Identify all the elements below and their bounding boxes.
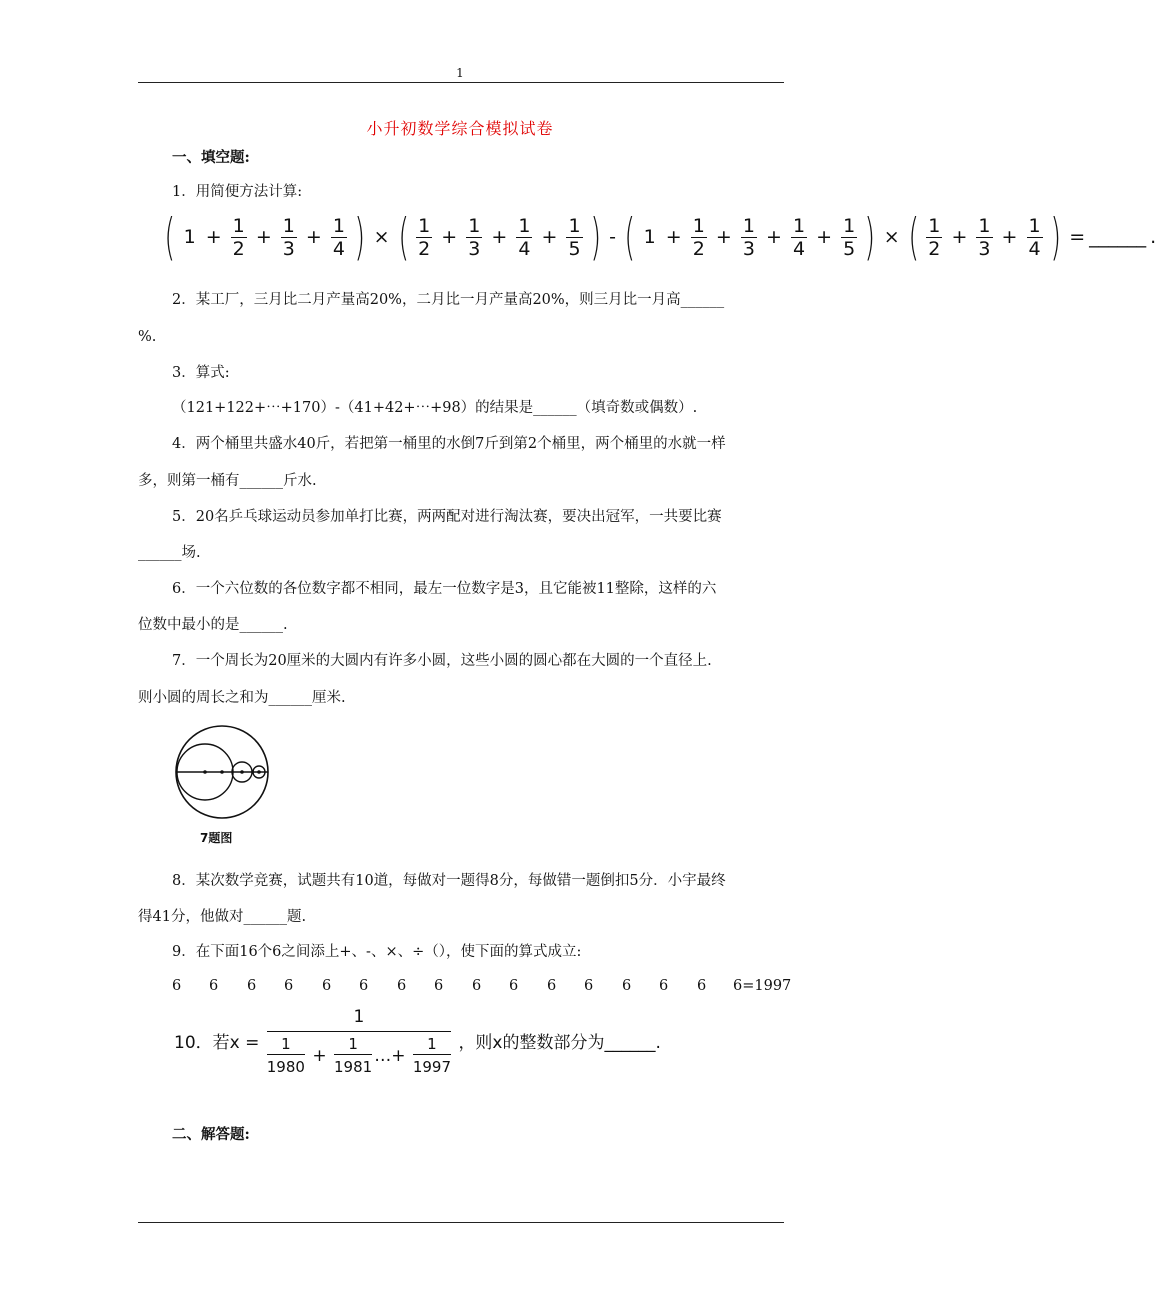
question-3-line-2: （121+122+⋯+170）-（41+42+⋯+98）的结果是______（填奇数或偶数）. bbox=[172, 400, 698, 416]
paren-close: ) bbox=[354, 208, 366, 266]
question-6-line-1: 6．一个六位数的各位数字都不相同，最左一位数字是3，且它能被11整除，这样的六 bbox=[172, 581, 717, 597]
question-8-line-1: 8．某次数学竞赛，试题共有10道，每做对一题得8分，每做错一题倒扣5分．小宇最终 bbox=[172, 873, 726, 889]
fraction: $\frac{1}{5}$ bbox=[568, 214, 581, 260]
six-digit: 6 bbox=[172, 978, 182, 994]
formula-term: 1 bbox=[183, 226, 196, 248]
six-digit: 6 bbox=[659, 978, 669, 994]
question-1-formula bbox=[164, 208, 1158, 272]
center-dot bbox=[257, 770, 261, 774]
fraction-1980: $\frac{1}{1980}$ bbox=[266, 1035, 305, 1076]
formula-op: + bbox=[665, 226, 682, 248]
question-10-suffix: ，则x的整数部分为______. bbox=[458, 1032, 661, 1053]
formula-op: + bbox=[541, 226, 558, 248]
six-digit: 6 bbox=[472, 978, 482, 994]
question-9-text: 9．在下面16个6之间添上+、-、×、÷（），使下面的算式成立: bbox=[172, 944, 582, 960]
question-7-line-2: 则小圆的周长之和为______厘米. bbox=[138, 690, 346, 706]
section-fill-blank-heading: 一、填空题: bbox=[172, 149, 250, 166]
six-digit: 6 bbox=[397, 978, 407, 994]
formula-dots: …+ bbox=[374, 1045, 406, 1066]
six-digit: 6 bbox=[359, 978, 369, 994]
formula-op: = bbox=[1069, 226, 1086, 248]
fraction-1997: $\frac{1}{1997}$ bbox=[412, 1035, 452, 1076]
fraction-numerator: 1 bbox=[267, 1003, 451, 1032]
question-10 bbox=[172, 1003, 663, 1077]
fraction: $\frac{1}{4}$ bbox=[518, 214, 531, 260]
formula-op: + bbox=[312, 1045, 327, 1066]
paren-open: ( bbox=[397, 208, 409, 266]
fraction: $\frac{1}{5}$ bbox=[843, 214, 856, 260]
question-2-line-2: %. bbox=[138, 329, 157, 345]
question-1-text: 1．用简便方法计算: bbox=[172, 184, 303, 200]
question-7-line-1: 7．一个周长为20厘米的大圆内有许多小圆，这些小圆的圆心都在大圆的一个直径上. bbox=[172, 653, 712, 669]
question-5-line-1: 5．20名乒乓球运动员参加单打比赛，两两配对进行淘汰赛，要决出冠军，一共要比赛 bbox=[172, 509, 722, 525]
formula-op: + bbox=[255, 226, 272, 248]
figure-caption: 7题图 bbox=[200, 831, 233, 845]
question-4-line-1: 4．两个桶里共盛水40斤，若把第一桶里的水倒7斤到第2个桶里，两个桶里的水就一样 bbox=[172, 436, 726, 452]
formula-op: - bbox=[609, 226, 617, 248]
paren-open: ( bbox=[164, 208, 176, 266]
formula-term: 1 bbox=[643, 226, 656, 248]
six-digit: 6=1997 bbox=[733, 978, 792, 994]
formula-op: + bbox=[491, 226, 508, 248]
six-digit: 6 bbox=[247, 978, 257, 994]
fraction-1981: $\frac{1}{1981}$ bbox=[334, 1035, 373, 1076]
question-3-line-1: 3．算式: bbox=[172, 365, 230, 381]
paren-open: ( bbox=[908, 208, 919, 266]
six-digit: 6 bbox=[322, 978, 332, 994]
fraction: $\frac{1}{4}$ bbox=[332, 214, 345, 260]
formula-op: × bbox=[373, 226, 390, 248]
fraction: $\frac{1}{4}$ bbox=[1028, 214, 1041, 260]
formula-op: + bbox=[715, 226, 732, 248]
fraction: $\frac{1}{3}$ bbox=[468, 214, 481, 260]
six-digit: 6 bbox=[622, 978, 632, 994]
formula-op: + bbox=[305, 226, 322, 248]
fraction: $\frac{1}{4}$ bbox=[792, 214, 806, 260]
six-digit: 6 bbox=[584, 978, 594, 994]
six-digit: 6 bbox=[697, 978, 707, 994]
fraction: $\frac{1}{3}$ bbox=[742, 214, 755, 260]
formula-op: × bbox=[883, 226, 900, 248]
paren-open: ( bbox=[624, 208, 636, 266]
fraction: $\frac{1}{2}$ bbox=[232, 214, 245, 260]
answer-blank: ______ bbox=[1089, 226, 1147, 248]
center-dot bbox=[240, 770, 244, 774]
fraction-denominator bbox=[267, 1032, 451, 1077]
formula-op: + bbox=[816, 226, 833, 248]
footer-rule bbox=[138, 1222, 784, 1223]
circles-figure bbox=[172, 722, 272, 822]
formula-op: + bbox=[1001, 226, 1018, 248]
fraction: $\frac{1}{2}$ bbox=[928, 214, 941, 260]
question-5-line-2: ______场. bbox=[138, 545, 201, 561]
formula-op: + bbox=[441, 226, 458, 248]
fraction: $\frac{1}{3}$ bbox=[978, 214, 991, 260]
question-2-line-1: 2．某工厂，三月比二月产量高20%，二月比一月产量高20%，则三月比一月高______ bbox=[172, 292, 725, 308]
header-rule bbox=[138, 82, 784, 83]
six-digit: 6 bbox=[547, 978, 557, 994]
six-digit: 6 bbox=[284, 978, 294, 994]
question-6-line-2: 位数中最小的是______. bbox=[138, 617, 288, 633]
question-9-sixes-row bbox=[172, 978, 792, 998]
fraction: $\frac{1}{3}$ bbox=[282, 214, 295, 260]
page-number: 1 bbox=[456, 66, 464, 80]
paren-close: ) bbox=[589, 208, 601, 266]
center-dot bbox=[203, 770, 207, 774]
fraction: $\frac{1}{2}$ bbox=[418, 214, 431, 260]
section-answer-heading: 二、解答题: bbox=[172, 1126, 250, 1143]
formula-end: . bbox=[1150, 226, 1157, 248]
formula-op: + bbox=[951, 226, 968, 248]
question-8-line-2: 得41分，他做对______题. bbox=[138, 909, 307, 925]
question-4-line-2: 多，则第一桶有______斤水. bbox=[138, 473, 317, 489]
question-10-prefix: 10．若x = bbox=[174, 1032, 260, 1053]
center-dot bbox=[220, 770, 224, 774]
six-digit: 6 bbox=[209, 978, 219, 994]
six-digit: 6 bbox=[434, 978, 444, 994]
continued-fraction bbox=[267, 1003, 451, 1077]
formula-op: + bbox=[205, 226, 222, 248]
paren-close: ) bbox=[864, 208, 876, 266]
six-digit: 6 bbox=[509, 978, 519, 994]
formula-op: + bbox=[765, 226, 782, 248]
paren-close: ) bbox=[1050, 208, 1061, 266]
fraction: $\frac{1}{2}$ bbox=[692, 214, 705, 260]
page-title: 小升初数学综合模拟试卷 bbox=[366, 119, 554, 138]
